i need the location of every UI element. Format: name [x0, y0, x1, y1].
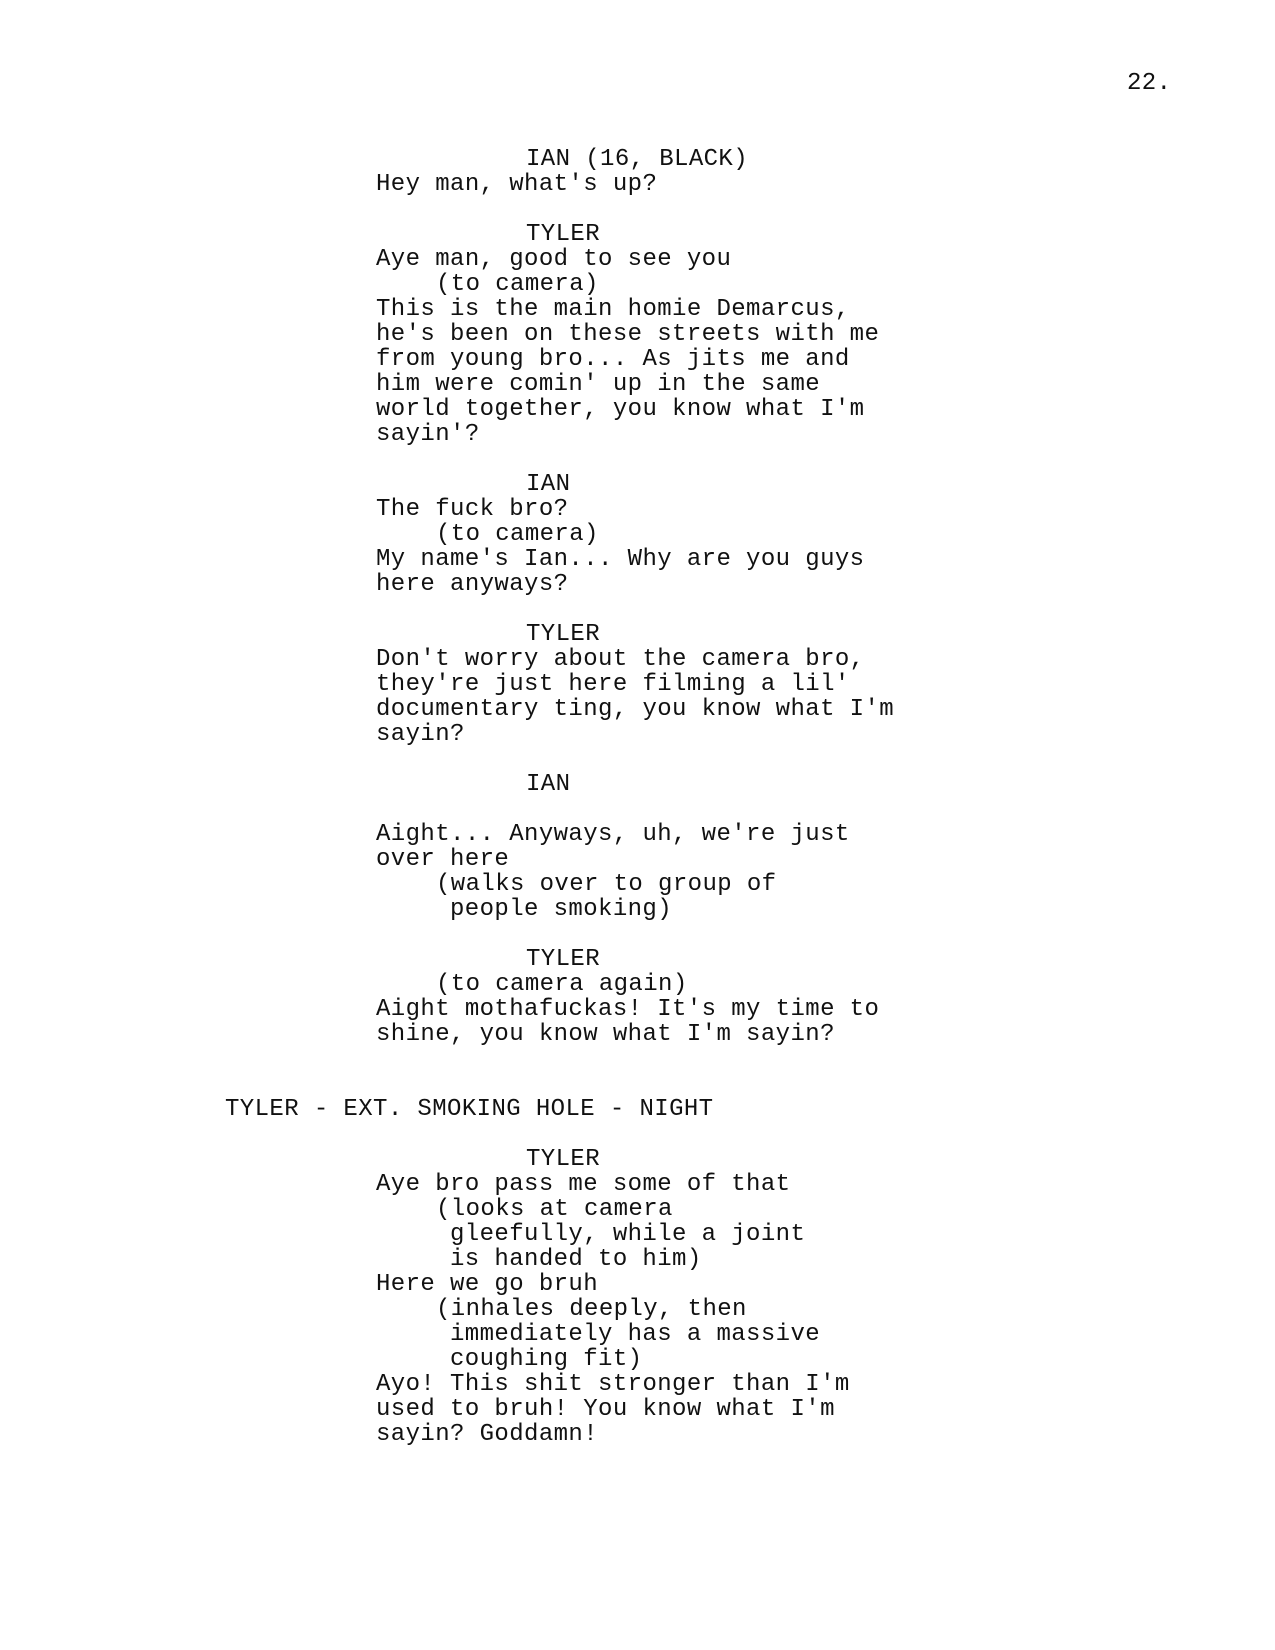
dialogue-line: he's been on these streets with me: [376, 321, 880, 348]
scene-heading: TYLER - EXT. SMOKING HOLE - NIGHT: [225, 1096, 714, 1123]
dialogue-line: Aight... Anyways, uh, we're just: [376, 821, 850, 848]
dialogue-line: sayin'?: [376, 421, 480, 448]
parenthetical: (to camera): [436, 521, 599, 548]
dialogue-line: Here we go bruh: [376, 1271, 599, 1298]
character-name: TYLER: [526, 1146, 601, 1173]
dialogue-line: sayin? Goddamn!: [376, 1421, 599, 1448]
character-name: TYLER: [526, 946, 601, 973]
parenthetical: coughing fit): [450, 1346, 643, 1373]
dialogue-line: Aye bro pass me some of that: [376, 1171, 791, 1198]
dialogue-line: This is the main homie Demarcus,: [376, 296, 850, 323]
dialogue-line: over here: [376, 846, 510, 873]
dialogue-line: sayin?: [376, 721, 465, 748]
dialogue-line: they're just here filming a lil': [376, 671, 850, 698]
dialogue-line: Don't worry about the camera bro,: [376, 646, 865, 673]
parenthetical: gleefully, while a joint: [450, 1221, 806, 1248]
dialogue-line: Ayo! This shit stronger than I'm: [376, 1371, 850, 1398]
parenthetical: people smoking): [450, 896, 673, 923]
character-name: IAN (16, BLACK): [526, 146, 749, 173]
character-name: TYLER: [526, 621, 601, 648]
dialogue-line: My name's Ian... Why are you guys: [376, 546, 865, 573]
dialogue-line: here anyways?: [376, 571, 569, 598]
parenthetical: (to camera again): [436, 971, 688, 998]
page-number: 22.: [1127, 70, 1172, 97]
parenthetical: (to camera): [436, 271, 599, 298]
dialogue-line: documentary ting, you know what I'm: [376, 696, 895, 723]
dialogue-line: Aight mothafuckas! It's my time to: [376, 996, 880, 1023]
dialogue-line: him were comin' up in the same: [376, 371, 821, 398]
dialogue-line: Aye man, good to see you: [376, 246, 732, 273]
dialogue-line: used to bruh! You know what I'm: [376, 1396, 835, 1423]
character-name: TYLER: [526, 221, 601, 248]
parenthetical: (walks over to group of: [436, 871, 777, 898]
dialogue-line: The fuck bro?: [376, 496, 569, 523]
dialogue-line: Hey man, what's up?: [376, 171, 658, 198]
parenthetical: immediately has a massive: [450, 1321, 821, 1348]
parenthetical: (looks at camera: [436, 1196, 673, 1223]
character-name: IAN: [526, 471, 571, 498]
dialogue-line: from young bro... As jits me and: [376, 346, 850, 373]
dialogue-line: shine, you know what I'm sayin?: [376, 1021, 835, 1048]
parenthetical: (inhales deeply, then: [436, 1296, 747, 1323]
dialogue-line: world together, you know what I'm: [376, 396, 865, 423]
parenthetical: is handed to him): [450, 1246, 702, 1273]
character-name: IAN: [526, 771, 571, 798]
